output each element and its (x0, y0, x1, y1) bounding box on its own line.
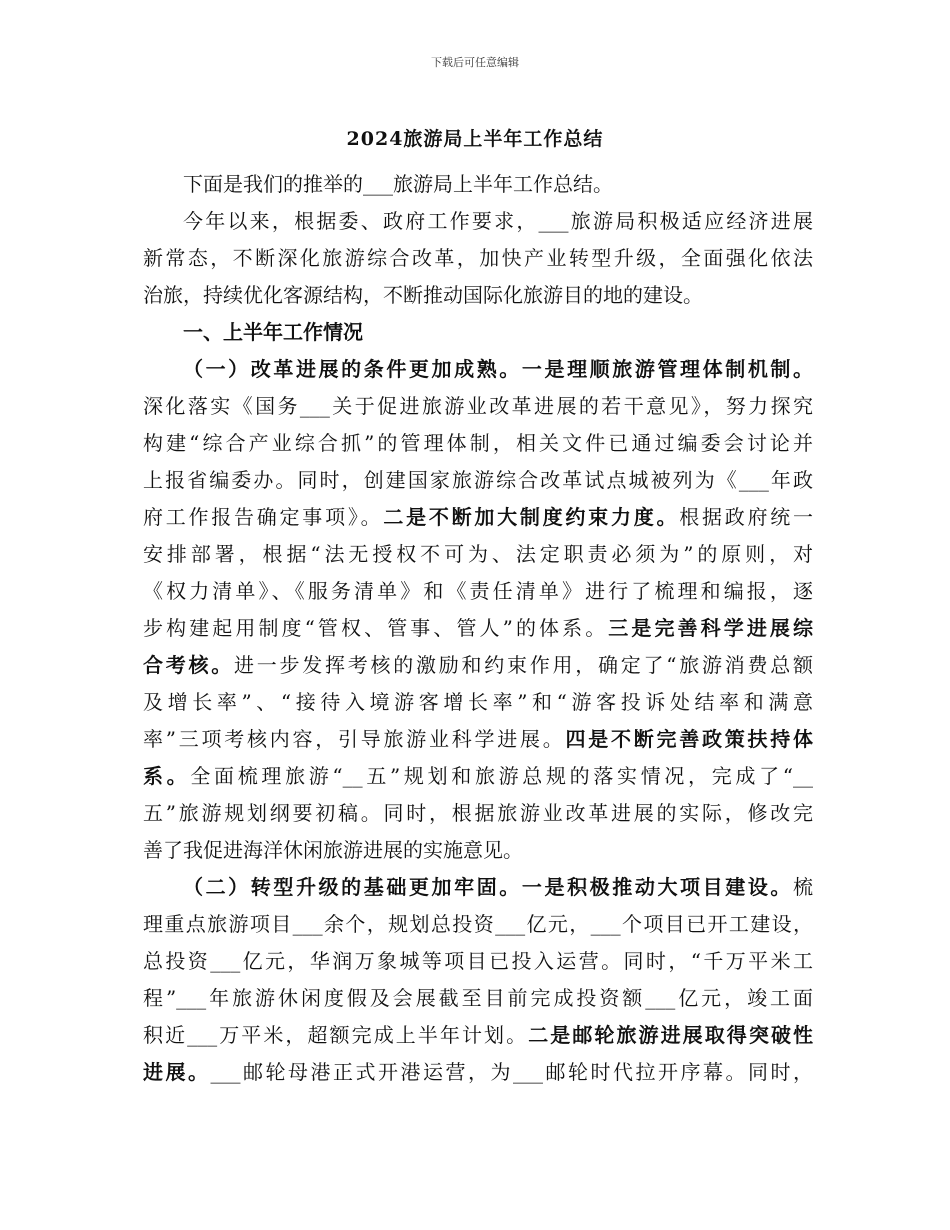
bold-run: 三是完善科学进展综 (608, 616, 813, 640)
text-run: 府工作报告确定事项》。 (143, 505, 384, 529)
text-run: 下面是我们的推举的___旅游局上半年工作总结。 (183, 172, 613, 196)
text-run: 深化落实《国务___关于促进旅游业改革进展的若干意见》，努力探究 (143, 394, 813, 418)
text-run: 善了我促进海洋休闲旅游进展的实施意见。 (143, 838, 523, 862)
text-run: 步构建起用制度“管权、管事、管人”的体系。 (143, 616, 609, 640)
bold-run: 四是不断完善政策扶持体 (565, 727, 813, 751)
paragraph-line (143, 869, 813, 906)
text-run: 根据政府统一 (679, 505, 813, 529)
paragraph-line (143, 684, 813, 721)
text-run: （一）改革进展的条件更加成熟。一是理顺旅游管理体制机制。 (183, 357, 813, 381)
paragraph-line (143, 906, 813, 943)
text-run: 全面梳理旅游“__五”规划和旅游总规的落实情况，完成了“__ (190, 764, 813, 788)
text-run: 构建“综合产业综合抓”的管理体制，相关文件已通过编委会讨论并 (143, 431, 813, 455)
paragraph-line (143, 425, 813, 462)
bold-run: 系。 (143, 764, 191, 788)
text-run: 上报省编委办。同时，创建国家旅游综合改革试点城被列为《___年政 (143, 468, 813, 492)
paragraph-line (143, 536, 813, 573)
subsection-heading (143, 351, 813, 388)
text-run: 梳 (793, 875, 813, 899)
page-header: 下载后可任意编辑 (431, 56, 519, 69)
paragraph-line (143, 980, 813, 1017)
text-run: 五”旅游规划纲要初稿。同时，根据旅游业改革进展的实际，修改完 (143, 801, 813, 825)
text-run: 安排部署，根据“法无授权不可为、法定职责必须为”的原则，对 (143, 542, 813, 566)
text-run: 《权力清单》、《服务清单》和《责任清单》进行了梳理和编报，逐 (143, 579, 813, 603)
bold-run: （二）转型升级的基础更加牢固。 (183, 875, 522, 899)
document-title: 2024旅游局上半年工作总结 (346, 128, 604, 150)
paragraph-line (143, 721, 813, 758)
paragraph-line (143, 1017, 813, 1054)
bold-run: 二是邮轮旅游进展取得突破性 (528, 1023, 813, 1047)
bold-run: 二是不断加大制度约束力度。 (383, 505, 680, 529)
text-run: 程”___年旅游休闲度假及会展截至目前完成投资额___亿元，竣工面 (143, 986, 813, 1010)
text-run: 今年以来，根据委、政府工作要求，___旅游局积极适应经济进展 (183, 209, 813, 233)
text-run: 治旅，持续优化客源结构，不断推动国际化旅游目的地的建设。 (143, 283, 703, 307)
paragraph-line (143, 462, 813, 499)
text-run: 及增长率”、“接待入境游客增长率”和“游客投诉处结率和满意 (143, 690, 813, 714)
bold-run: 一是积极推动大项目建设。 (521, 875, 794, 899)
text-run: ___邮轮母港正式开港运营，为___邮轮时代拉开序幕。同时， (210, 1060, 813, 1084)
paragraph-line (143, 388, 813, 425)
paragraph-line (143, 277, 813, 314)
text-run: 总投资___亿元，华润万象城等项目已投入运营。同时，“千万平米工 (143, 949, 813, 973)
bold-run: 进展。 (143, 1060, 211, 1084)
paragraph-line (143, 610, 813, 647)
paragraph-line (143, 647, 813, 684)
text-run: 进一步发挥考核的激励和约束作用，确定了“旅游消费总额 (234, 653, 813, 677)
paragraph-line (143, 240, 813, 277)
paragraph-line (143, 203, 813, 240)
bold-run: 合考核。 (143, 653, 235, 677)
paragraph-line (143, 499, 813, 536)
paragraph-line (143, 795, 813, 832)
text-run: 积近___万平米，超额完成上半年计划。 (143, 1023, 529, 1047)
section-heading (143, 314, 813, 351)
text-run: 新常态，不断深化旅游综合改革，加快产业转型升级，全面强化依法 (143, 246, 813, 270)
text-run: 率”三项考核内容，引导旅游业科学进展。 (143, 727, 566, 751)
text-run: 理重点旅游项目___余个，规划总投资___亿元，___个项目已开工建设， (143, 912, 813, 936)
text-run: 一、上半年工作情况 (183, 320, 363, 344)
paragraph-line (143, 832, 813, 869)
paragraph-line (143, 1054, 813, 1091)
paragraph-line (143, 166, 813, 203)
paragraph-line (143, 573, 813, 610)
document-body (143, 166, 813, 1091)
paragraph-line (143, 758, 813, 795)
paragraph-line (143, 943, 813, 980)
